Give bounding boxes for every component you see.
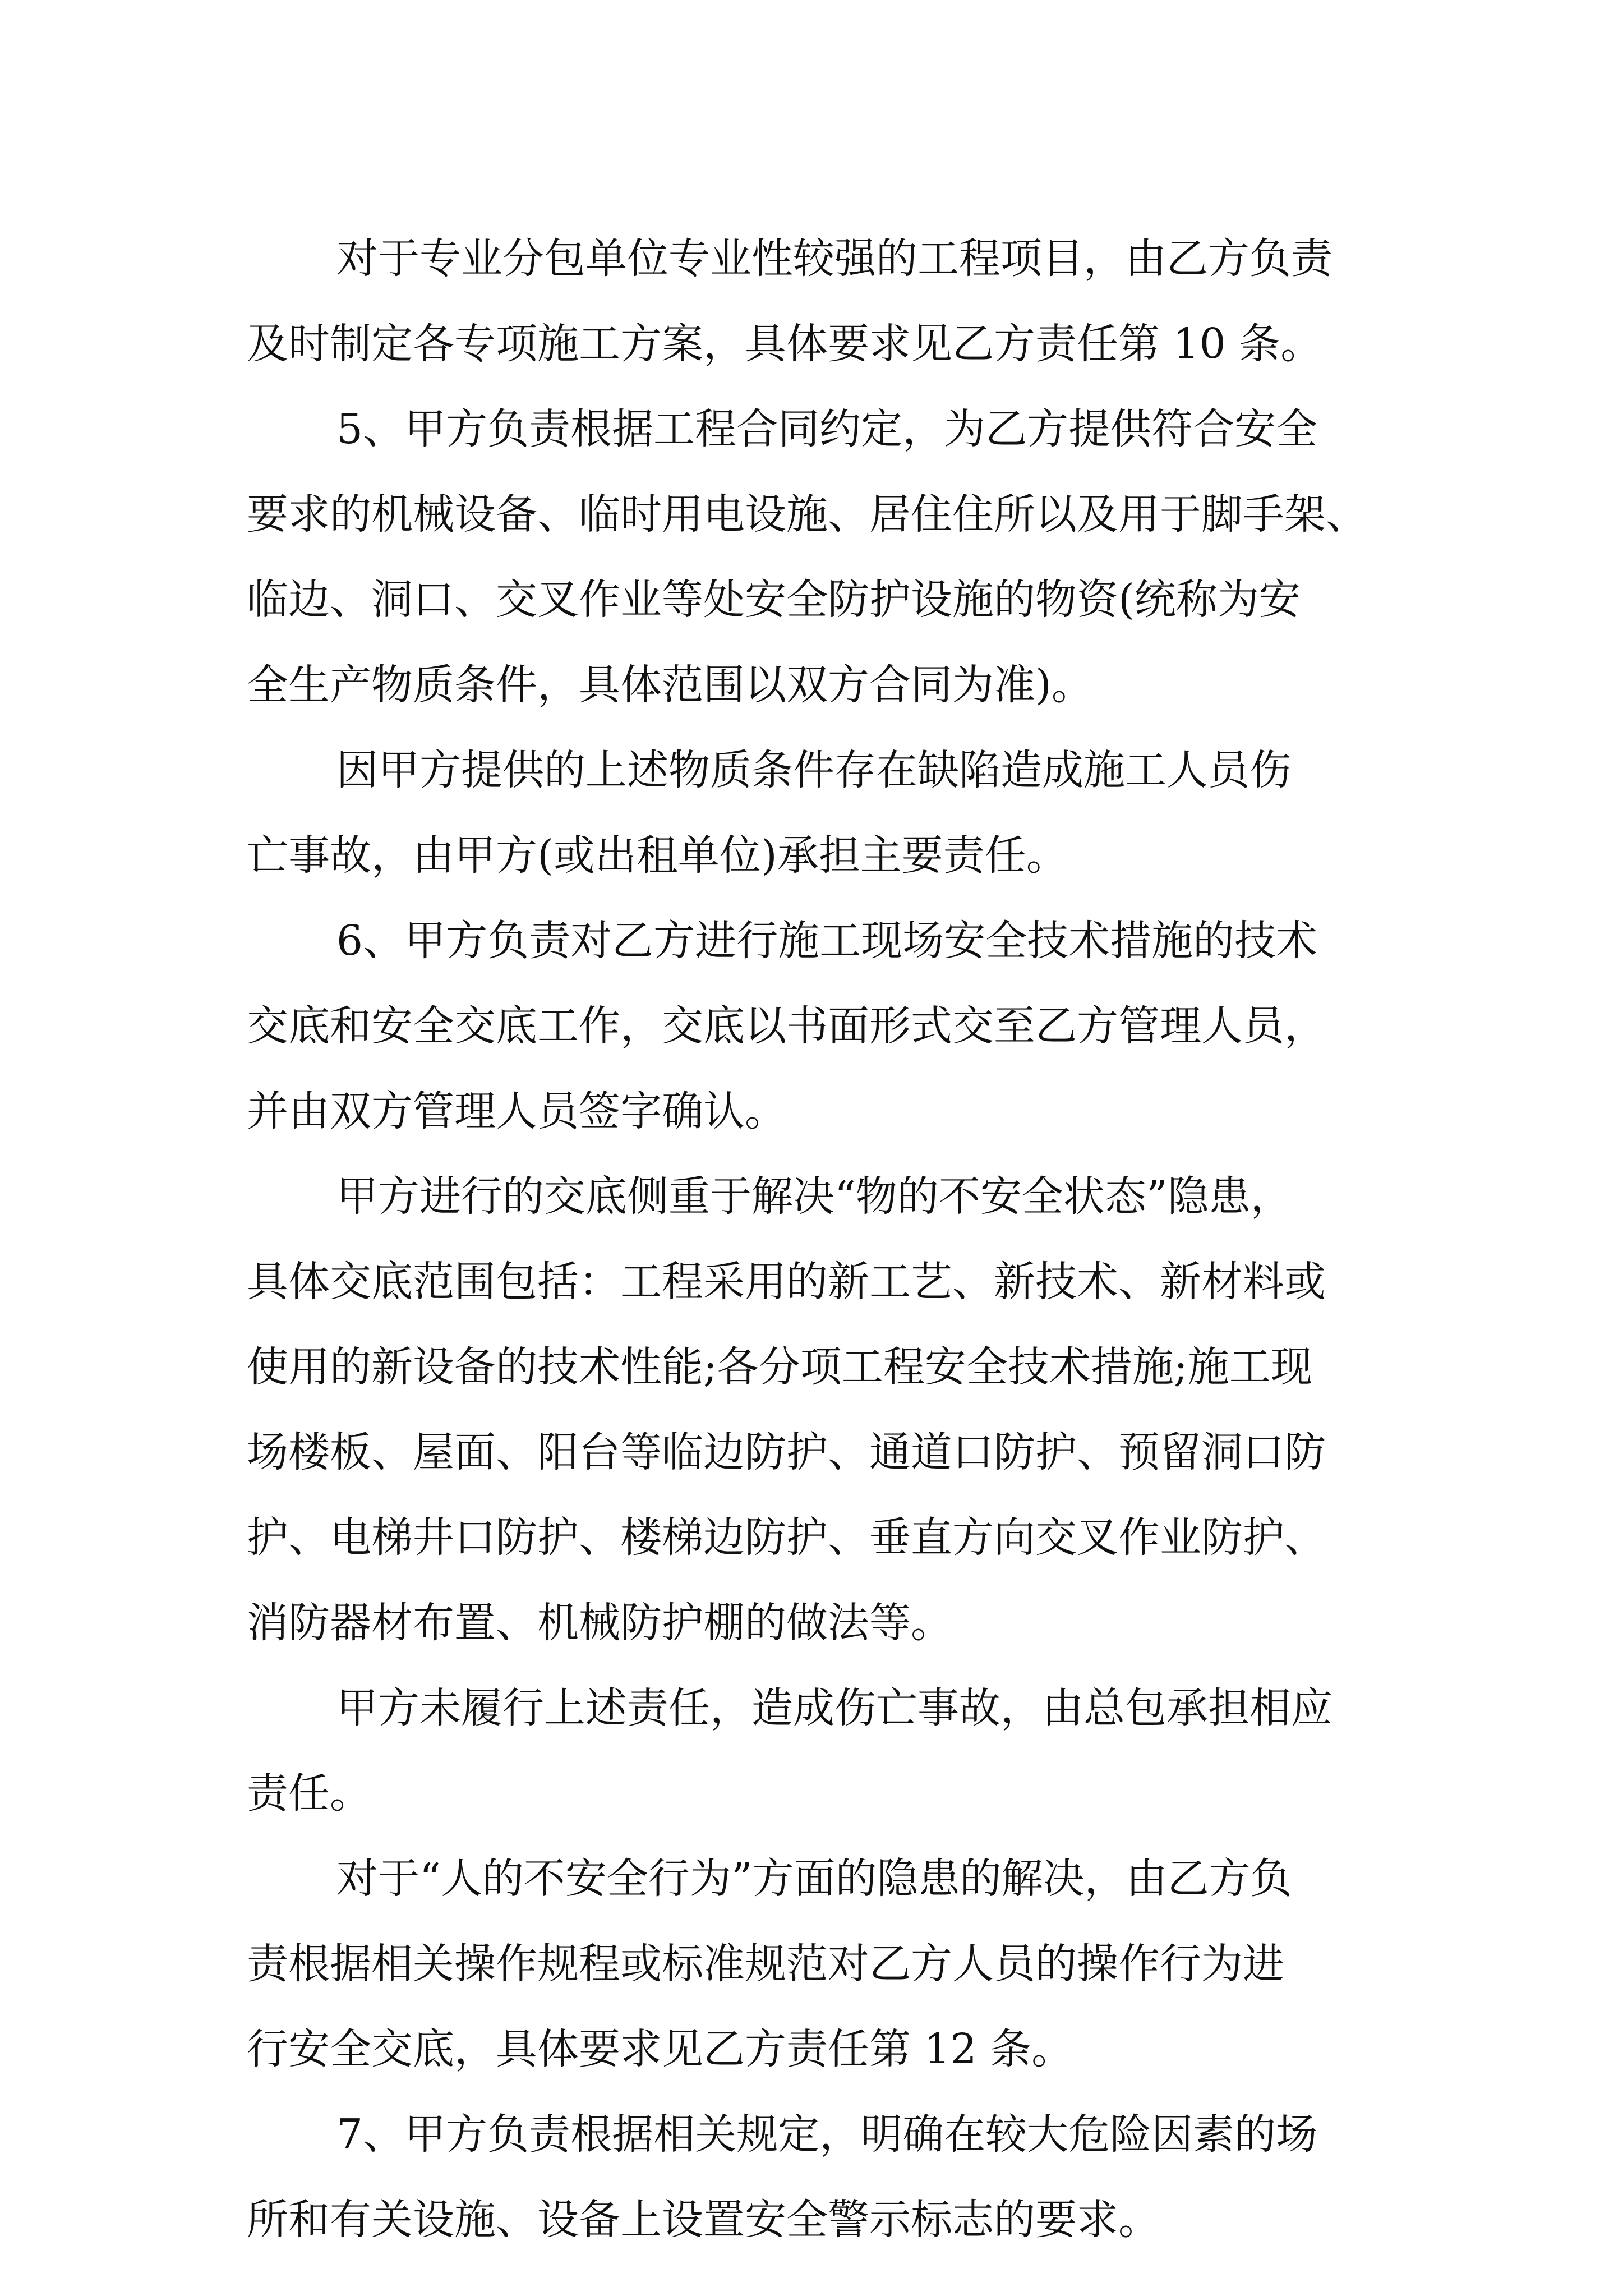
paragraph-line: 临边、洞口、交叉作业等处安全防护设施的物资(统称为安: [247, 576, 1301, 624]
paragraph-line: 甲方进行的交底侧重于解决“物的不安全状态”隐患，: [336, 1172, 1292, 1221]
paragraph-line: 行安全交底，具体要求见乙方责任第 12 条。: [247, 2025, 1073, 2073]
paragraph-line: 并由双方管理人员签字确认。: [247, 1087, 786, 1135]
paragraph-line: 及时制定各专项施工方案，具体要求见乙方责任第 10 条。: [247, 320, 1322, 368]
paragraph-line: 场楼板、屋面、阳台等临边防护、通道口防护、预留洞口防: [247, 1428, 1326, 1476]
paragraph-line: 甲方未履行上述责任，造成伤亡事故，由总包承担相应: [336, 1684, 1332, 1732]
paragraph-line: 所和有关设施、设备上设置安全警示标志的要求。: [247, 2196, 1160, 2244]
paragraph-line: 责任。: [247, 1769, 371, 1818]
paragraph-line: 6、甲方负责对乙方进行施工现场安全技术措施的技术: [336, 917, 1318, 965]
document-body: [247, 216, 1413, 2262]
paragraph-line: 全生产物质条件，具体范围以双方合同为准)。: [247, 661, 1093, 709]
paragraph-line: 要求的机械设备、临时用电设施、居住住所以及用于脚手架、: [247, 490, 1367, 539]
paragraph-line: 责根据相关操作规程或标准规范对乙方人员的操作行为进: [247, 1940, 1284, 1988]
paragraph-line: 亡事故，由甲方(或出租单位)承担主要责任。: [247, 831, 1068, 880]
paragraph-line: 7、甲方负责根据相关规定，明确在较大危险因素的场: [336, 2110, 1318, 2159]
paragraph-line: 因甲方提供的上述物质条件存在缺陷造成施工人员伤: [336, 746, 1291, 794]
paragraph-line: 交底和安全交底工作，交底以书面形式交至乙方管理人员，: [247, 1002, 1326, 1050]
paragraph-line: 对于“人的不安全行为”方面的隐患的解决，由乙方负: [336, 1855, 1292, 1903]
paragraph-line: 护、电梯井口防护、楼梯边防护、垂直方向交叉作业防护、: [247, 1513, 1326, 1562]
paragraph-line: 具体交底范围包括：工程采用的新工艺、新技术、新材料或: [247, 1258, 1326, 1306]
paragraph-line: 使用的新设备的技术性能;各分项工程安全技术措施;施工现: [247, 1343, 1312, 1391]
paragraph-line: 消防器材布置、机械防护棚的做法等。: [247, 1599, 952, 1647]
paragraph-line: 对于专业分包单位专业性较强的工程项目，由乙方负责: [336, 234, 1332, 283]
paragraph-line: 5、甲方负责根据工程合同约定，为乙方提供符合安全: [336, 405, 1318, 453]
